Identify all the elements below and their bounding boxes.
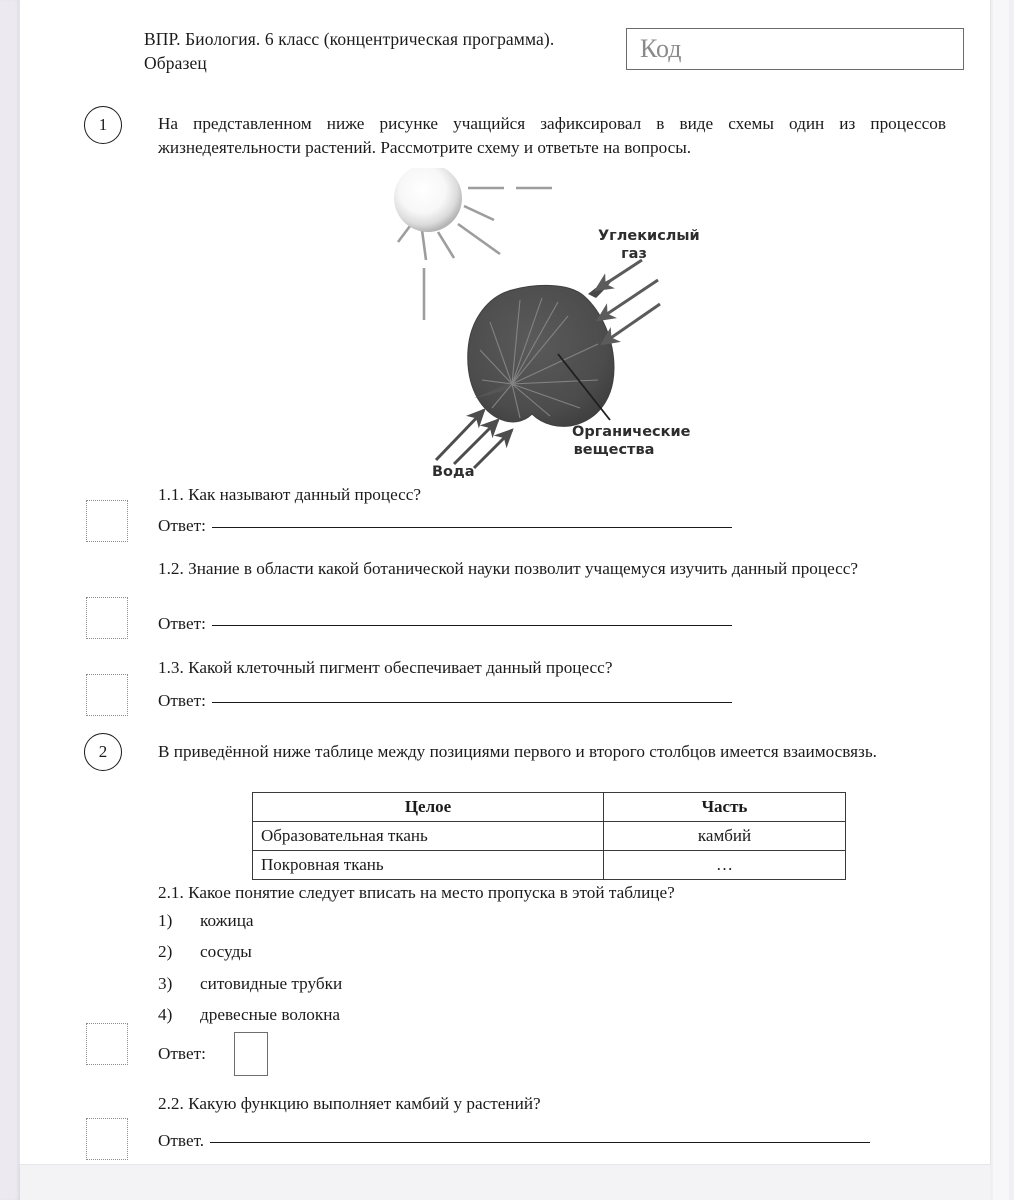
page-title: [144, 28, 554, 76]
option-marker-4: 4): [158, 1005, 173, 1025]
document-body: [20, 0, 990, 1164]
question-2-prompt: В приведённой ниже таблице между позициями первого и второго столбцов имеется взаимосвязь.: [158, 742, 877, 761]
option-label-4: древесные волокна: [200, 1005, 341, 1025]
option-label-3: ситовидные трубки: [200, 973, 343, 993]
table-cell-whole-1: Образовательная ткань: [253, 822, 604, 851]
table-header-part: Часть: [604, 793, 846, 822]
answer-line-1-2[interactable]: [212, 625, 732, 626]
option-item-2[interactable]: [158, 941, 342, 964]
answer-line-2-2[interactable]: [210, 1142, 870, 1143]
answer-line-1-3[interactable]: [212, 702, 732, 703]
subquestion-1-3-text: 1.3. Какой клеточный пигмент обеспечивает данный процесс?: [158, 658, 613, 677]
answer-row-2-1: [158, 1032, 268, 1076]
answer-label-1-2: Ответ:: [158, 614, 206, 633]
table-cell-part-1: камбий: [604, 822, 846, 851]
table-header-whole: Целое: [253, 793, 604, 822]
label-water: Вода: [432, 464, 475, 480]
option-label-2: сосуды: [200, 942, 252, 962]
answer-row-1-2: [158, 613, 732, 636]
vertical-scrollbar-track[interactable]: [993, 0, 1009, 1200]
label-carbon-dioxide-line1: Углекислый: [598, 228, 700, 244]
option-item-3[interactable]: [158, 973, 342, 996]
question-number-1: 1: [84, 106, 122, 144]
label-organic-substances-line2: вещества: [573, 442, 655, 458]
tissue-table: [252, 792, 846, 880]
answer-label-2-2: Ответ.: [158, 1131, 205, 1150]
option-marker-2: 2): [158, 942, 173, 962]
score-box-1-2[interactable]: [86, 597, 128, 639]
option-item-4[interactable]: [158, 1004, 342, 1027]
answer-label-1-3: Ответ:: [158, 691, 206, 710]
left-gutter: [0, 0, 20, 1200]
score-box-2-2[interactable]: [86, 1118, 128, 1160]
table-row: [253, 822, 846, 851]
answer-label-1-1: Ответ:: [158, 516, 206, 535]
label-carbon-dioxide-line2: газ: [621, 246, 647, 262]
table-header-row: [253, 793, 846, 822]
table-cell-whole-2: Покровная ткань: [253, 851, 604, 880]
table-cell-part-2: …: [604, 851, 846, 880]
question-1-prompt: На представленном ниже рисунке учащийся зафиксировал в виде схемы один из процессов жизнедеятельности растений. Рассмотрите схему и ответьте на вопросы.: [158, 114, 946, 157]
document-header: [144, 28, 964, 76]
answer-row-1-1: [158, 515, 732, 538]
score-box-1-1[interactable]: [86, 500, 128, 542]
option-marker-1: 1): [158, 911, 173, 930]
answer-options-list: [158, 910, 342, 1036]
code-input[interactable]: Код: [626, 28, 964, 70]
option-marker-3: 3): [158, 973, 173, 993]
answer-label-2-1: Ответ:: [158, 1043, 206, 1063]
leaf-icon: [468, 278, 614, 426]
sun-icon: [394, 168, 462, 232]
photosynthesis-diagram: [392, 168, 702, 480]
score-box-2-1[interactable]: [86, 1023, 128, 1065]
table-row: [253, 851, 846, 880]
page-title-line2: Образец: [144, 52, 207, 73]
question-number-2: 2: [84, 733, 122, 771]
option-item-1[interactable]: [158, 910, 342, 933]
label-organic-substances-line1: Органические: [572, 424, 691, 440]
score-box-1-3[interactable]: [86, 674, 128, 716]
subquestion-2-2-text: 2.2. Какую функцию выполняет камбий у растений?: [158, 1094, 541, 1113]
page-title-line1: ВПР. Биология. 6 класс (концентрическая программа).: [144, 29, 555, 49]
subquestion-1-2-text: 1.2. Знание в области какой ботанической науки позволит учащемуся изучить данный процесс?: [158, 559, 859, 578]
subquestion-1-1-text: 1.1. Как называют данный процесс?: [158, 485, 422, 504]
option-label-1: кожица: [200, 911, 254, 930]
subquestion-2-1-text: 2.1. Какое понятие следует вписать на место пропуска в этой таблице?: [158, 883, 675, 902]
answer-row-2-2: [158, 1130, 870, 1153]
answer-line-1-1[interactable]: [212, 527, 732, 528]
answer-choice-box-2-1[interactable]: [234, 1032, 268, 1076]
document-page: [20, 0, 990, 1164]
answer-row-1-3: [158, 690, 732, 713]
